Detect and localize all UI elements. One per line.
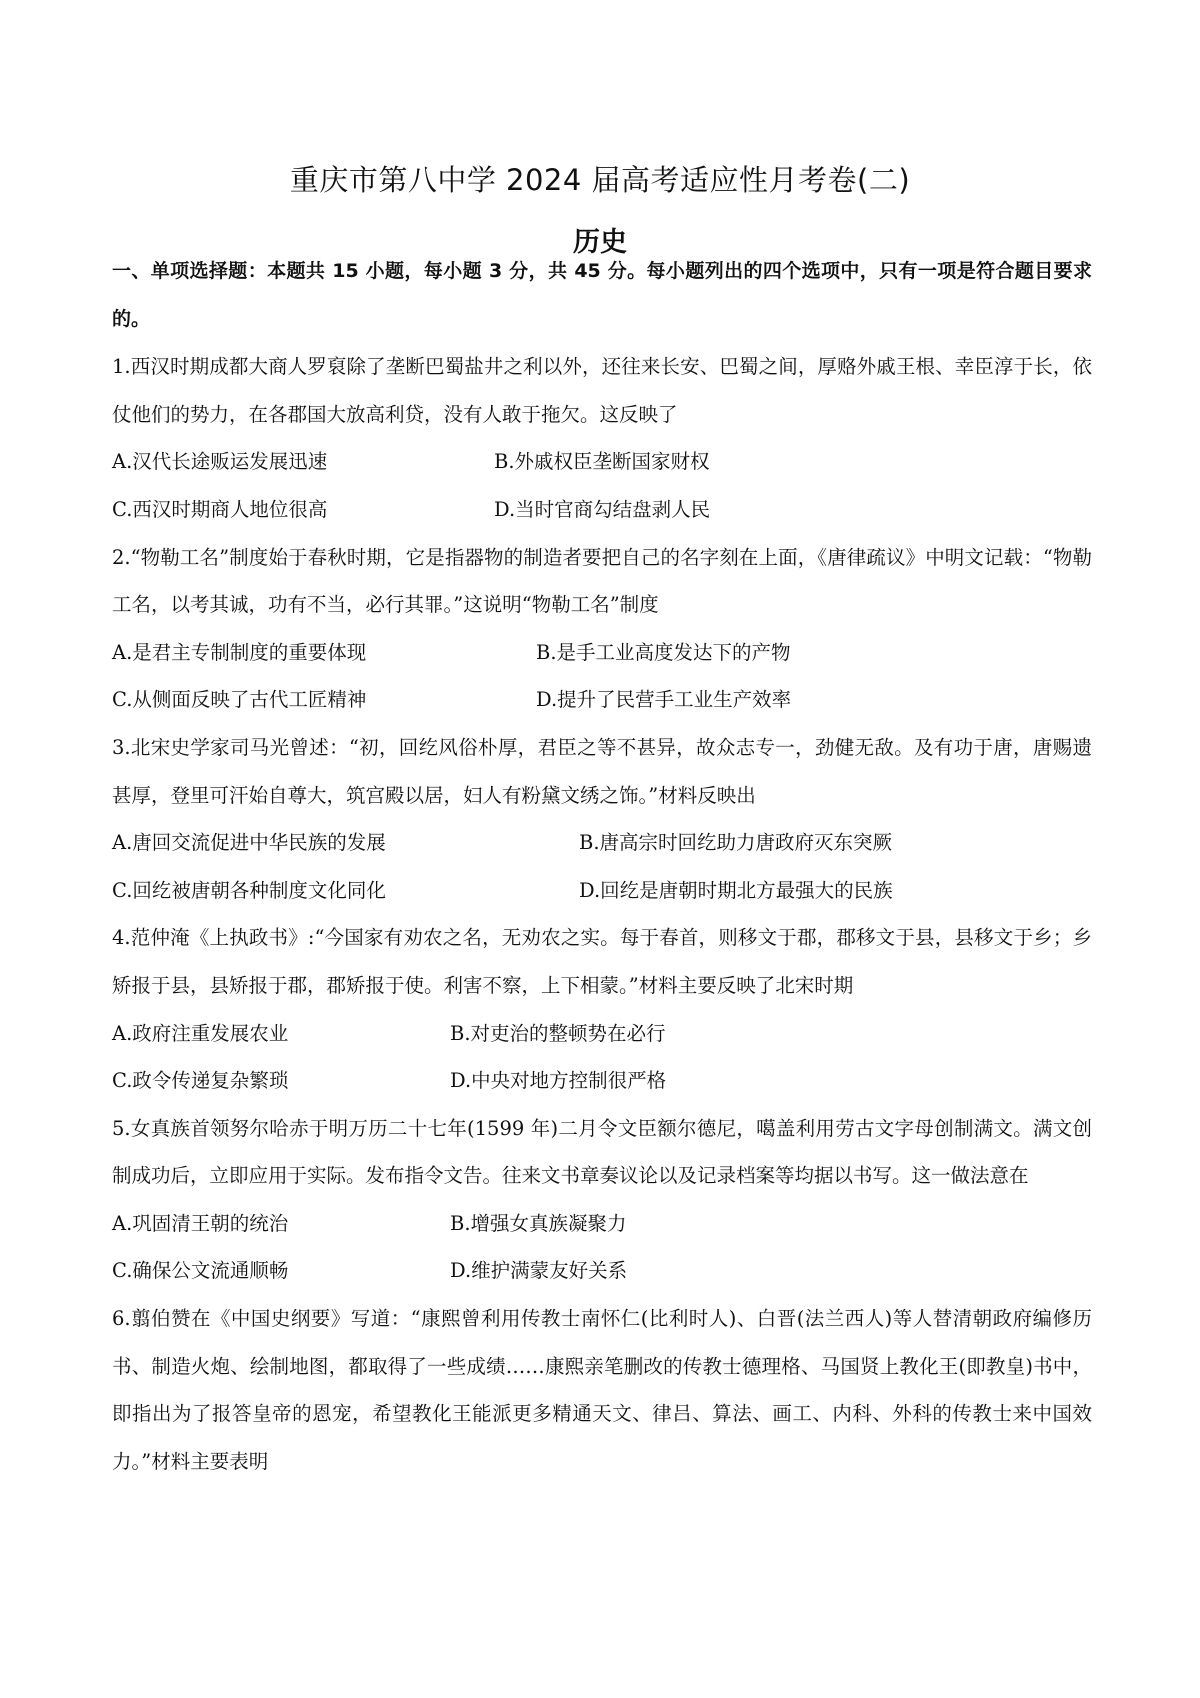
question-2 [112,534,1092,724]
option-list [112,438,1092,533]
option-a: A.汉代长途贩运发展迅速 [112,450,328,474]
exam-title: 重庆市第八中学 2024 届高考适应性月考卷(二) [289,163,911,197]
option-d: D.维护满蒙友好关系 [450,1259,628,1283]
option-list [112,819,1092,914]
option-a: A.是君主专制制度的重要体现 [112,640,367,664]
option-list [112,1010,1092,1105]
option-list [112,1200,1092,1295]
question-stem: 1.西汉时期成都大商人罗裒除了垄断巴蜀盐井之利以外，还往来长安、巴蜀之间，厚赂外戚王根、幸臣淳于长，依仗他们的势力，在各郡国大放高利贷，没有人敢于拖欠。这反映了 [112,355,1092,426]
option-c: C.西汉时期商人地位很高 [112,497,328,521]
question-stem: 2.“物勒工名”制度始于春秋时期，它是指器物的制造者要把自己的名字刻在上面，《唐律疏议》中明文记载：“物勒工名，以考其诚，功有不当，必行其罪。”这说明“物勒工名”制度 [112,545,1092,617]
option-c: C.从侧面反映了古代工匠精神 [112,688,367,712]
option-a: A.唐回交流促进中华民族的发展 [112,831,386,855]
question-stem: 6.翦伯赞在《中国史纲要》写道：“康熙曾利用传教士南怀仁(比利时人)、白晋(法兰西人)等人替清朝政府编修历书、制造火炮、绘制地图，都取得了一些成绩……康熙亲笔删改的传教士德理格、马国贤上教化王(即教皇)书中，即指出为了报答皇帝的恩宠，希望教化王能派更多精通天文、律吕、算法、画工、内科、外科的传教士来中国效力。”材料主要表明 [112,1307,1092,1473]
option-b: B.对吏治的整顿势在必行 [450,1021,666,1045]
question-5 [112,1105,1092,1295]
option-d: D.提升了民营手工业生产效率 [536,688,792,712]
option-c: C.确保公文流通顺畅 [112,1259,289,1283]
question-6 [112,1295,1092,1485]
option-b: B.增强女真族凝聚力 [450,1211,627,1235]
question-stem: 4.范仲淹《上执政书》:“今国家有劝农之名，无劝农之实。每于春首，则移文于郡，郡移文于县，县移文于乡；乡矫报于县，县矫报于郡，郡矫报于使。利害不察，上下相蒙。”材料主要反映了北宋时期 [112,926,1092,997]
option-d: D.中央对地方控制很严格 [450,1069,667,1093]
option-a: A.政府注重发展农业 [112,1021,289,1045]
option-b: B.外戚权臣垄断国家财权 [494,450,710,474]
question-1 [112,343,1092,533]
section-instruction: 一、单项选择题：本题共 15 小题，每小题 3 分，共 45 分。每小题列出的四个选项中，只有一项是符合题目要求的。 [112,260,1092,330]
question-3 [112,724,1092,914]
exam-content [112,248,1092,1485]
option-c: C.政令传递复杂繁琐 [112,1069,289,1093]
subject-heading: 历史 [573,227,627,258]
option-d: D.当时官商勾结盘剥人民 [494,497,711,521]
option-b: B.是手工业高度发达下的产物 [536,640,791,664]
option-b: B.唐高宗时回纥助力唐政府灭东突厥 [579,831,893,855]
option-c: C.回纥被唐朝各种制度文化同化 [112,878,386,902]
question-4 [112,914,1092,1104]
option-d: D.回纥是唐朝时期北方最强大的民族 [579,878,893,902]
option-list [112,629,1092,724]
question-stem: 5.女真族首领努尔哈赤于明万历二十七年(1599 年)二月令文臣额尔德尼，噶盖利用劳古文字母创制满文。满文创制成功后，立即应用于实际。发布指令文告。往来文书章奏议论以及记录档案等均据以书写。这一做法意在 [112,1116,1092,1188]
option-a: A.巩固清王朝的统治 [112,1211,289,1235]
question-stem: 3.北宋史学家司马光曾述：“初，回纥风俗朴厚，君臣之等不甚异，故众志专一，劲健无敌。及有功于唐，唐赐遗甚厚，登里可汗始自尊大，筑宫殿以居，妇人有粉黛文绣之饰。”材料反映出 [112,735,1092,807]
